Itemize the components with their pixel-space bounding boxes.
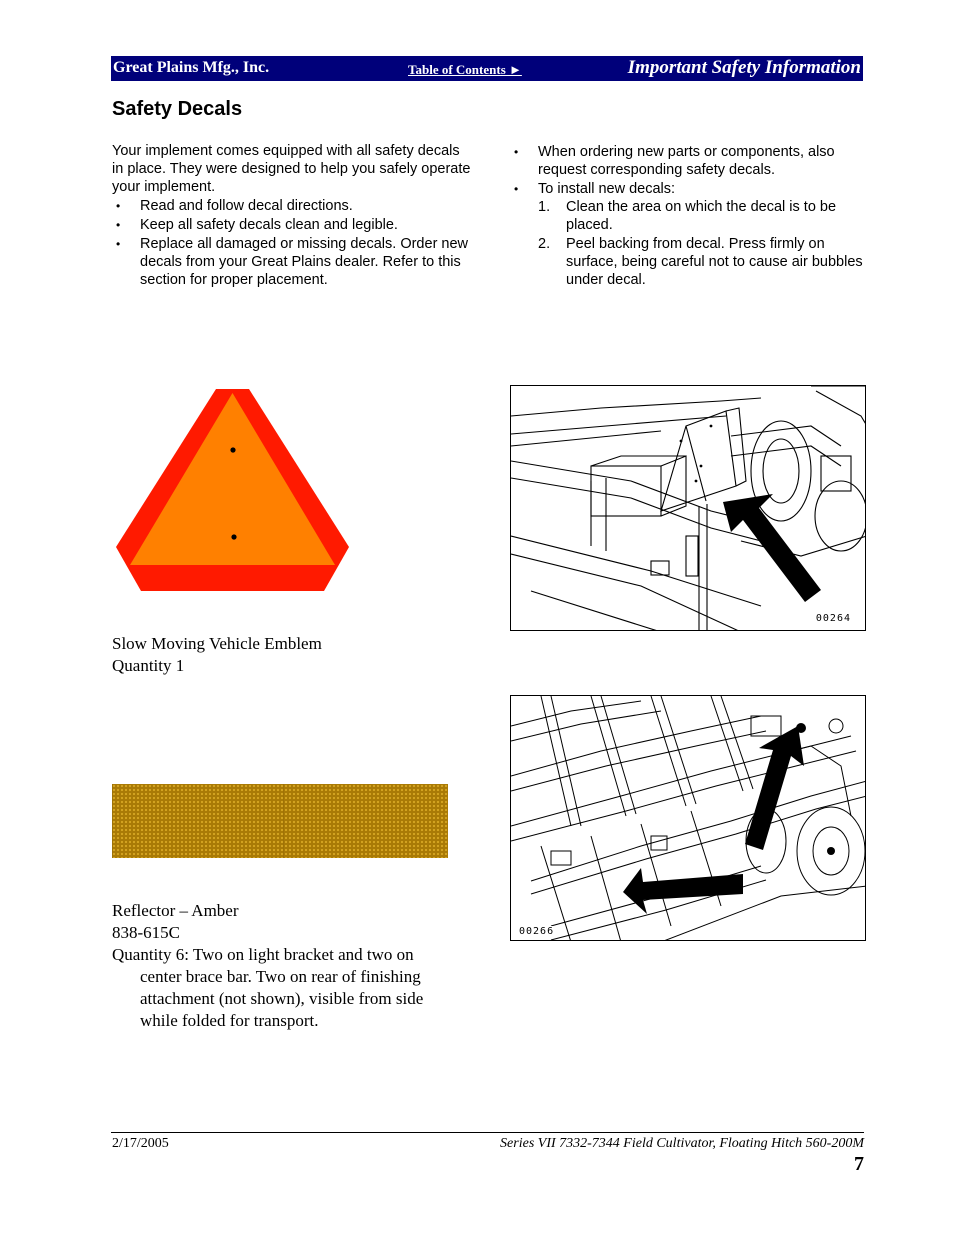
reflector-quantity-line: center brace bar. Two on rear of finishing [140,967,421,986]
bullet-icon: • [514,145,519,159]
amber-reflector-image [112,784,448,858]
list-item: • When ordering new parts or components, also request corresponding safety decals. [514,144,835,178]
figure-code: 00264 [815,613,851,624]
step-item: 1. Clean the area on which the decal is to be placed. [538,199,837,233]
section-title: Important Safety Information [627,57,861,78]
reflector-placement-drawing-icon [511,696,866,941]
footer-document-title: Series VII 7332-7344 Field Cultivator, Floating Hitch 560-200M [500,1136,864,1151]
intro-paragraph: Your implement comes equipped with all safety decals in place. They were designed to help you safely operate your implement. [112,143,471,195]
right-bullet-list [510,143,866,289]
reflector-part-number: 838-615C [112,923,180,942]
footer-divider [111,1132,864,1133]
reflector-quantity-line: attachment (not shown), visible from side [140,989,424,1008]
bullet-icon: • [116,218,121,232]
list-item: • Read and follow decal directions. [116,198,353,214]
page-title: Safety Decals [112,98,243,120]
list-item: • To install new decals: 1. Clean the area on which the decal is to be placed. 2. Peel backing from decal. Press firmly on surface, being careful not to cause air bubbles under decal. [510,180,866,289]
list-item: • Keep all safety decals clean and legible. [116,217,398,233]
figure-reflector-placement [510,695,866,941]
slow-moving-vehicle-emblem-icon [116,389,349,591]
figure-smv-placement [510,385,866,631]
figure-code: 00266 [519,926,555,937]
smv-mount-drawing-icon [511,386,866,631]
reflector-quantity: Quantity 6: Two on light bracket and two on [112,945,414,964]
reflector-quantity-line: while folded for transport. [140,1011,319,1030]
list-item: • Replace all damaged or missing decals. Order new decals from your Great Plains dealer. Refer to this section for proper placement. [116,236,469,288]
header-bar [111,56,863,81]
right-column-text [510,143,866,290]
reflector-name: Reflector – Amber [112,901,239,920]
footer-date: 2/17/2005 [112,1136,169,1151]
install-steps [538,198,866,289]
smv-caption [112,633,322,677]
bullet-icon: • [116,199,121,213]
reflector-caption [112,900,472,1032]
page-number: 7 [854,1153,864,1175]
bullet-icon: • [116,237,121,251]
left-column-text [112,142,472,290]
step-item: 2. Peel backing from decal. Press firmly on surface, being careful not to cause air bubbles under decal. [538,236,863,288]
table-of-contents-link[interactable]: Table of Contents ► [408,62,522,77]
smv-name: Slow Moving Vehicle Emblem [112,634,322,653]
bullet-icon: • [514,182,519,196]
smv-quantity: Quantity 1 [112,656,185,675]
company-name: Great Plains Mfg., Inc. [113,59,270,76]
left-bullet-list [112,197,472,289]
